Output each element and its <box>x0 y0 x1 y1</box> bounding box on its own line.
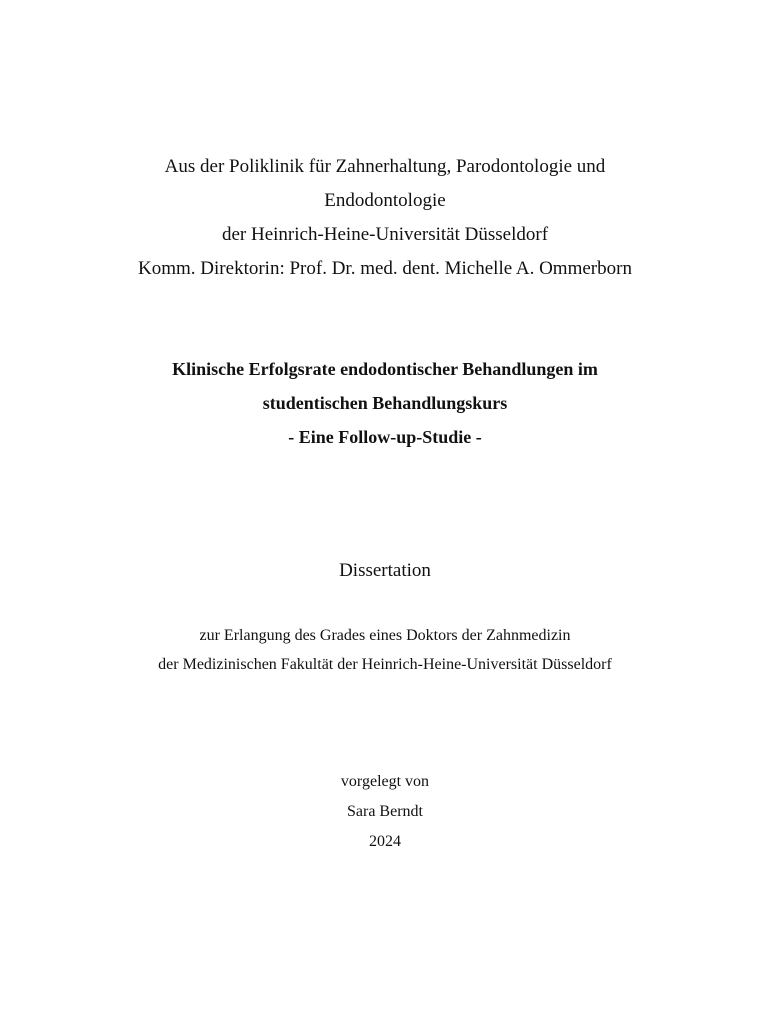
institution-line-3: der Heinrich-Heine-Universität Düsseldorf <box>221 224 549 245</box>
title-line-3: - Eine Follow-up-Studie - <box>288 427 482 447</box>
author-name: Sara Berndt <box>347 803 423 820</box>
document-type: Dissertation <box>339 560 431 581</box>
purpose-line-2: der Medizinischen Fakultät der Heinrich-Heine-Universität Düsseldorf <box>158 656 612 673</box>
purpose-line-1: zur Erlangung des Grades eines Doktors der Zahnmedizin <box>199 627 571 644</box>
institution-line-2: Endodontologie <box>324 190 446 211</box>
title-line-2: studentischen Behandlungskurs <box>262 393 508 413</box>
submitted-by-label: vorgelegt von <box>340 773 430 790</box>
director-line: Komm. Direktorin: Prof. Dr. med. dent. Michelle A. Ommerborn <box>138 258 632 279</box>
submission-year: 2024 <box>369 833 401 850</box>
institution-line-1: Aus der Poliklinik für Zahnerhaltung, Parodontologie und <box>164 156 606 177</box>
title-line-1: Klinische Erfolgsrate endodontischer Behandlungen im <box>172 359 598 379</box>
